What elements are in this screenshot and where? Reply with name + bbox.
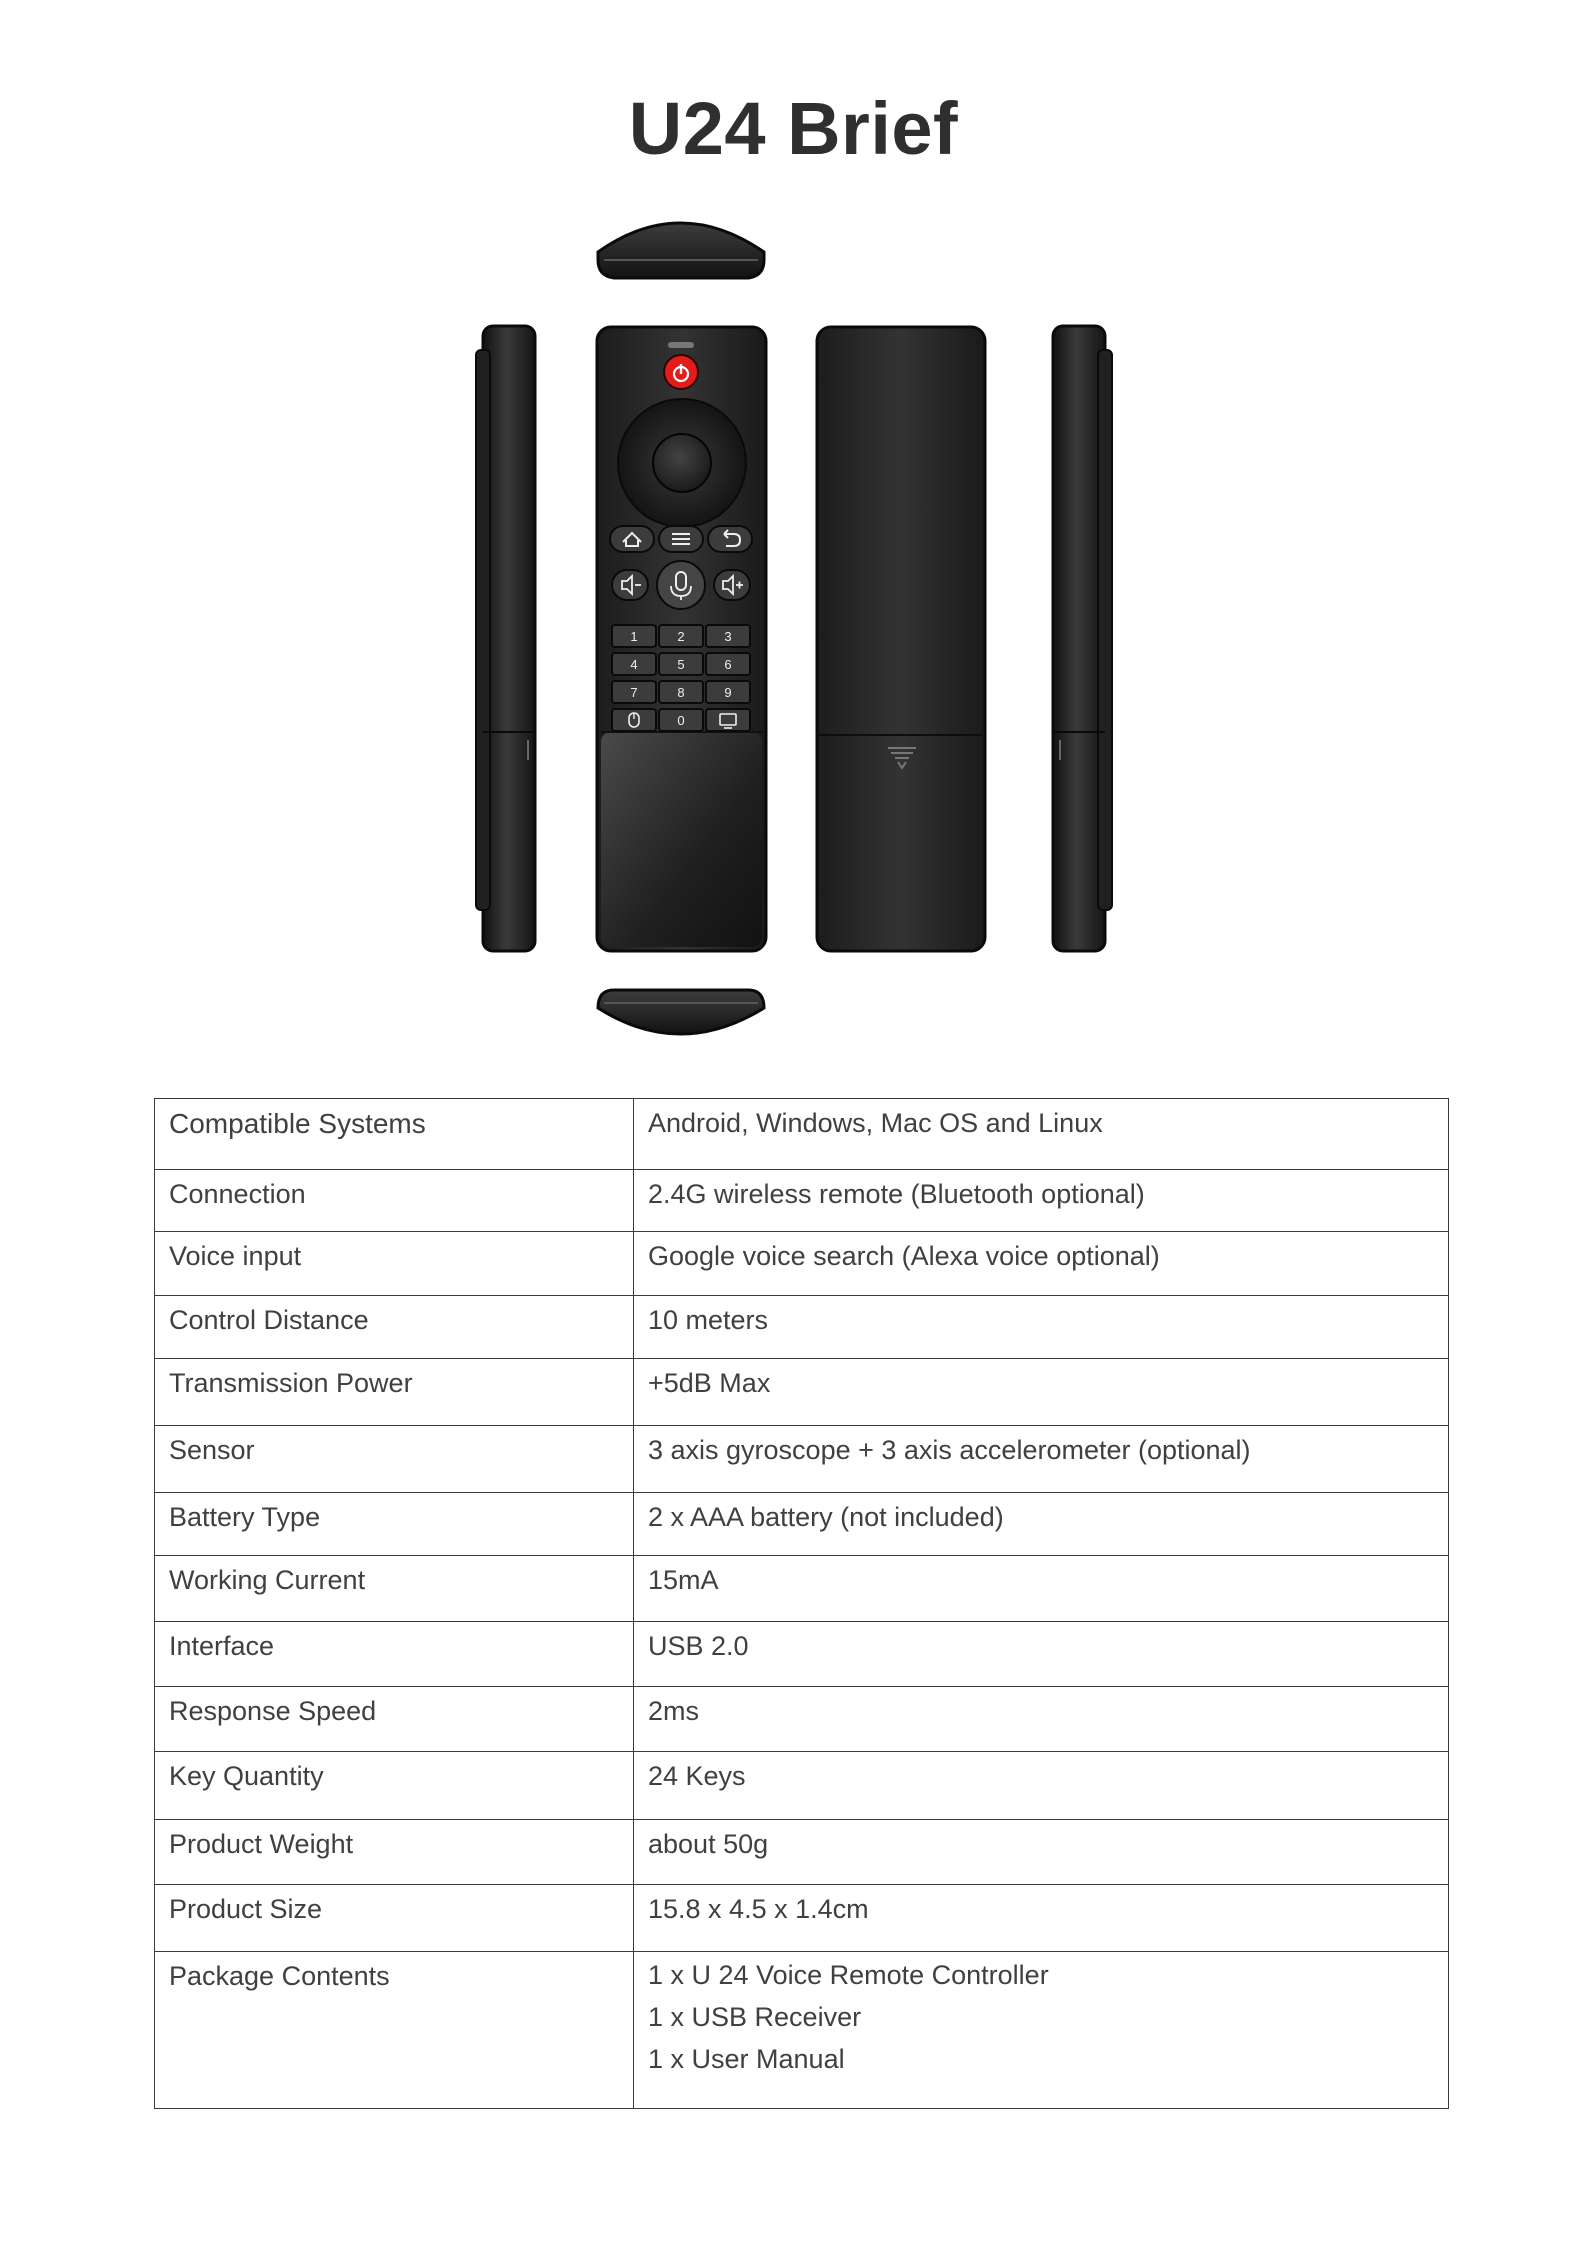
table-row: [155, 1170, 1449, 1232]
package-item: 1 x USB Receiver: [648, 2002, 862, 2032]
spec-label: Transmission Power: [155, 1359, 634, 1426]
table-row: [155, 1232, 1449, 1296]
spec-value: USB 2.0: [634, 1622, 1449, 1687]
mouse-mode-key[interactable]: [612, 709, 656, 731]
spec-value: Android, Windows, Mac OS and Linux: [634, 1099, 1449, 1170]
remote-top-view: [598, 223, 764, 278]
table-row: [155, 1493, 1449, 1556]
spec-value: 3 axis gyroscope + 3 axis accelerometer (optional): [634, 1426, 1449, 1493]
key-9-label: 9: [724, 685, 732, 700]
table-row: [155, 1885, 1449, 1952]
spec-label: Sensor: [155, 1426, 634, 1493]
spec-label: Product Size: [155, 1885, 634, 1952]
spec-value: about 50g: [634, 1820, 1449, 1885]
remote-front-view: [597, 327, 766, 951]
spec-label: Interface: [155, 1622, 634, 1687]
key-5-label: 5: [677, 657, 685, 672]
spec-label: Response Speed: [155, 1687, 634, 1752]
spec-label: Product Weight: [155, 1820, 634, 1885]
spec-label: Control Distance: [155, 1296, 634, 1359]
spec-value: 15mA: [634, 1556, 1449, 1622]
remote-right-side-view: [1053, 326, 1112, 951]
page-title: U24 Brief: [628, 87, 959, 170]
key-6-label: 6: [724, 657, 732, 672]
spec-value: 2 x AAA battery (not included): [634, 1493, 1449, 1556]
spec-value: +5dB Max: [634, 1359, 1449, 1426]
remote-left-side-view: [476, 326, 535, 951]
spec-label: Voice input: [155, 1232, 634, 1296]
package-item: 1 x User Manual: [648, 2044, 845, 2074]
key-9[interactable]: [706, 681, 750, 703]
spec-label: Package Contents: [155, 1952, 634, 2109]
table-row: [155, 1296, 1449, 1359]
key-2[interactable]: [659, 625, 703, 647]
key-0[interactable]: [659, 709, 703, 731]
table-row: [155, 1820, 1449, 1885]
spec-label: Key Quantity: [155, 1752, 634, 1820]
spec-table: [154, 1098, 1449, 2109]
remote-bottom-view: [598, 990, 764, 1034]
input-source-key[interactable]: [706, 709, 750, 731]
key-3-label: 3: [724, 629, 732, 644]
remote-views-drawing: [0, 200, 1587, 1080]
key-8[interactable]: [659, 681, 703, 703]
volume-down-button[interactable]: [612, 570, 648, 600]
key-1[interactable]: [612, 625, 656, 647]
key-2-label: 2: [677, 629, 685, 644]
key-8-label: 8: [677, 685, 685, 700]
back-button[interactable]: [708, 526, 752, 552]
spec-label: Working Current: [155, 1556, 634, 1622]
table-row: [155, 1359, 1449, 1426]
remote-back-view: [817, 327, 985, 951]
key-5[interactable]: [659, 653, 703, 675]
table-row: [155, 1622, 1449, 1687]
key-4-label: 4: [630, 657, 638, 672]
package-item: 1 x U 24 Voice Remote Controller: [648, 1960, 1049, 1990]
spec-value: 2.4G wireless remote (Bluetooth optional): [634, 1170, 1449, 1232]
led-indicator: [668, 342, 694, 348]
spec-label: Compatible Systems: [155, 1099, 634, 1170]
key-7[interactable]: [612, 681, 656, 703]
table-row: [155, 1752, 1449, 1820]
power-button[interactable]: [664, 355, 698, 389]
table-row: [155, 1952, 1449, 2109]
table-row: [155, 1099, 1449, 1170]
key-1-label: 1: [630, 629, 638, 644]
key-7-label: 7: [630, 685, 638, 700]
table-row: [155, 1556, 1449, 1622]
spec-value: 2ms: [634, 1687, 1449, 1752]
table-row: [155, 1426, 1449, 1493]
table-row: [155, 1687, 1449, 1752]
spec-label: Connection: [155, 1170, 634, 1232]
spec-label: Battery Type: [155, 1493, 634, 1556]
home-button[interactable]: [610, 526, 654, 552]
key-0-label: 0: [677, 713, 685, 728]
spec-value: 15.8 x 4.5 x 1.4cm: [634, 1885, 1449, 1952]
key-6[interactable]: [706, 653, 750, 675]
menu-button[interactable]: [659, 526, 703, 552]
volume-up-button[interactable]: [714, 570, 750, 600]
voice-mic-button[interactable]: [657, 561, 705, 609]
spec-value: [634, 1952, 1449, 2109]
ok-button[interactable]: [653, 434, 711, 492]
spec-value: Google voice search (Alexa voice optional): [634, 1232, 1449, 1296]
spec-value: 10 meters: [634, 1296, 1449, 1359]
key-4[interactable]: [612, 653, 656, 675]
key-3[interactable]: [706, 625, 750, 647]
spec-value: 24 Keys: [634, 1752, 1449, 1820]
remote-product-views: [0, 200, 1587, 1080]
